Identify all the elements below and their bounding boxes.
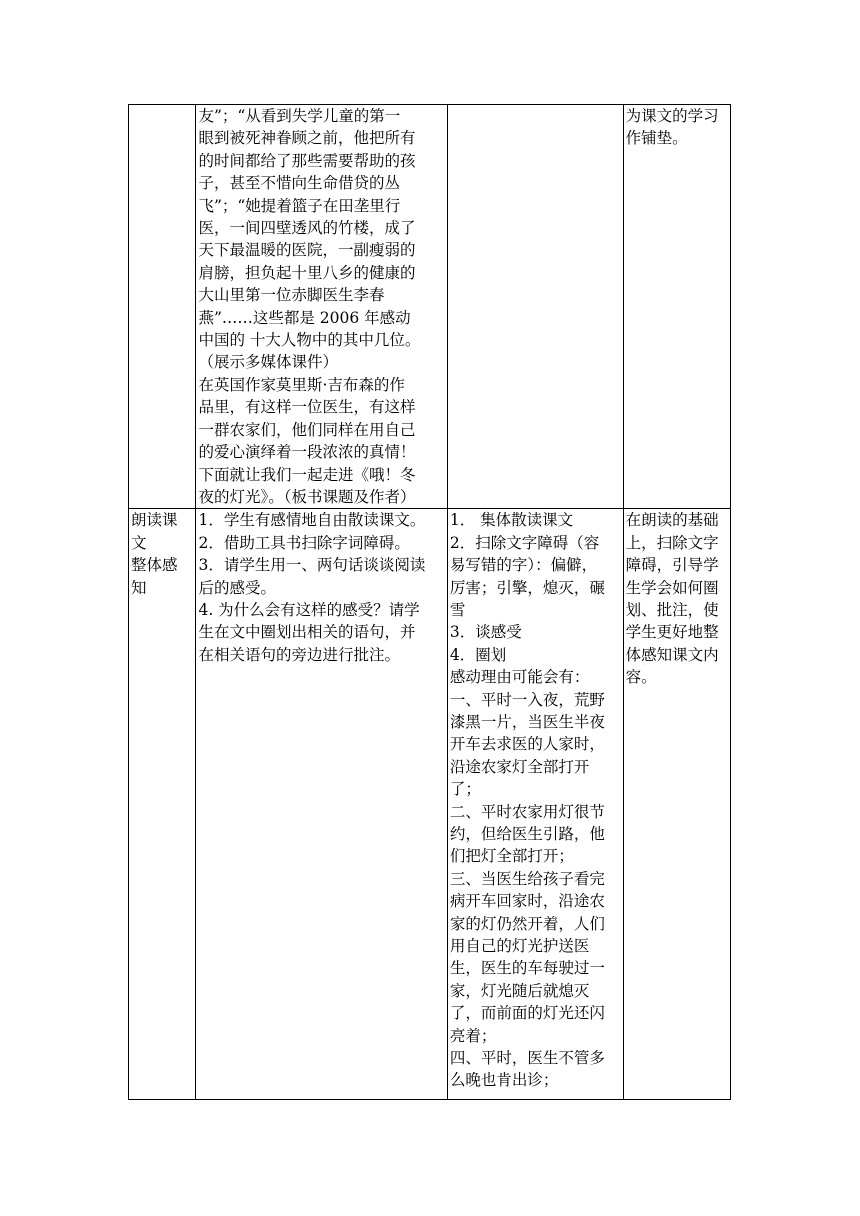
text-line: 漆黑一片，当医生半夜 — [449, 712, 605, 731]
student-activity-cell — [447, 105, 623, 509]
text-line: 朗读课 — [131, 511, 178, 530]
text-line: 家的灯仍然开着，人们 — [449, 914, 605, 933]
text-line: 3．谈感受 — [449, 623, 522, 642]
text-line: 了，而前面的灯光还闪 — [449, 1004, 605, 1023]
text-line: 中国的 十大人物中的其中几位。 — [198, 331, 421, 350]
text-line: 品里，有这样一位医生，有这样 — [198, 398, 416, 417]
text-line: 在朗读的基础 — [625, 511, 719, 530]
stage-cell — [129, 105, 196, 509]
text-line: 病开车回家时，沿途农 — [449, 892, 605, 911]
text-line: 1．学生有感情地自由散读课文。 — [198, 511, 426, 530]
text-line: 划、批注，使 — [625, 600, 719, 619]
text-line: 学生更好地整 — [625, 623, 719, 642]
text-line: 的时间都给了那些需要帮助的孩 — [198, 151, 416, 170]
text-line: 家，灯光随后就熄灭 — [449, 981, 590, 1000]
text-line: 雪 — [449, 600, 466, 619]
text-line: 的爱心演绎着一段浓浓的真情！ — [198, 443, 416, 462]
text-line: 1． 集体散读课文 — [449, 511, 574, 530]
text-line: 厉害；引擎，熄灭，碾 — [449, 578, 605, 597]
text-line: 生，医生的车每驶过一 — [449, 959, 605, 978]
text-line: 天下最温暖的医院，一副瘦弱的 — [198, 241, 416, 260]
table-row-introduction — [129, 105, 731, 509]
text-line: 作铺垫。 — [625, 129, 688, 148]
text-line: 2．借助工具书扫除字词障碍。 — [198, 533, 410, 552]
text-line: 夜的灯光》。（板书课题及作者） — [198, 487, 416, 506]
text-line: 下面就让我们一起走进《哦！冬 — [198, 465, 416, 484]
text-line: 3．请学生用一、两句话谈谈阅读 — [198, 556, 426, 575]
text-line: 三、当医生给孩子看完 — [449, 869, 605, 888]
text-line: 约，但给医生引路，他 — [449, 825, 605, 843]
text-line: 体感知课文内 — [625, 645, 719, 664]
text-line: 友”；“从看到失学儿童的第一 — [198, 107, 401, 125]
teacher-activity-cell — [196, 509, 447, 1100]
design-intent-cell — [623, 105, 730, 509]
text-line: 飞”；“她提着篮子在田垄里行 — [198, 196, 401, 215]
text-line: 为课文的学习 — [625, 107, 719, 125]
text-line: 燕”……这些都是 2006 年感动 — [198, 308, 411, 327]
design-intent-cell — [623, 509, 730, 1100]
text-line: 大山里第一位赤脚医生李春 — [198, 286, 385, 305]
text-line: 在英国作家莫里斯·吉布森的作 — [198, 375, 405, 394]
text-line: 一群农家们，他们同样在用自己 — [198, 420, 416, 439]
text-line: 了； — [449, 780, 481, 799]
teacher-activity-cell — [196, 105, 447, 509]
text-line: 二、平时农家用灯很节 — [449, 802, 605, 821]
text-line: 么晚也肯出诊； — [449, 1071, 559, 1090]
text-line: 易写错的字）：偏僻， — [449, 556, 598, 575]
text-line: 用自己的灯光护送医 — [449, 937, 590, 956]
text-line: 上，扫除文字 — [625, 533, 719, 552]
text-line: 2．扫除文字障碍（容 — [449, 533, 600, 552]
text-line: 开车去求医的人家时， — [449, 735, 605, 754]
stage-cell — [129, 509, 196, 1100]
text-line: 生在文中圈划出相关的语句，并 — [198, 623, 416, 642]
student-activity-cell — [447, 509, 623, 1100]
text-line: 后的感受。 — [198, 578, 276, 597]
text-line: 一、平时一入夜，荒野 — [449, 690, 605, 709]
text-line: 4．圈划 — [449, 645, 507, 664]
text-line: 子，甚至不惜向生命借贷的丛 — [198, 174, 400, 193]
text-line: 医，一间四壁透风的竹楼，成了 — [198, 219, 416, 238]
text-line: 感动理由可能会有： — [449, 668, 590, 687]
table-row-reading — [129, 509, 731, 1100]
text-line: 肩膀，担负起十里八乡的健康的 — [198, 263, 416, 282]
text-line: 们把灯全部打开； — [449, 847, 574, 866]
text-line: 眼到被死神眷顾之前，他把所有 — [198, 129, 416, 148]
text-line: 文 — [131, 533, 147, 552]
lesson-plan-table — [128, 104, 731, 1100]
text-line: 四、平时，医生不管多 — [449, 1049, 605, 1068]
text-line: 障碍，引导学 — [625, 556, 719, 575]
text-line: 4. 为什么会有这样的感受？请学 — [198, 600, 420, 619]
text-line: 在相关语句的旁边进行批注。 — [198, 645, 400, 664]
text-line: 容。 — [625, 668, 657, 687]
text-line: 生学会如何圈 — [625, 578, 719, 597]
text-line: （展示多媒体课件） — [198, 353, 338, 372]
text-line: 沿途农家灯全部打开 — [449, 757, 590, 776]
text-line: 知 — [131, 578, 147, 597]
text-line: 亮着； — [449, 1026, 497, 1045]
text-line: 整体感 — [131, 556, 178, 575]
